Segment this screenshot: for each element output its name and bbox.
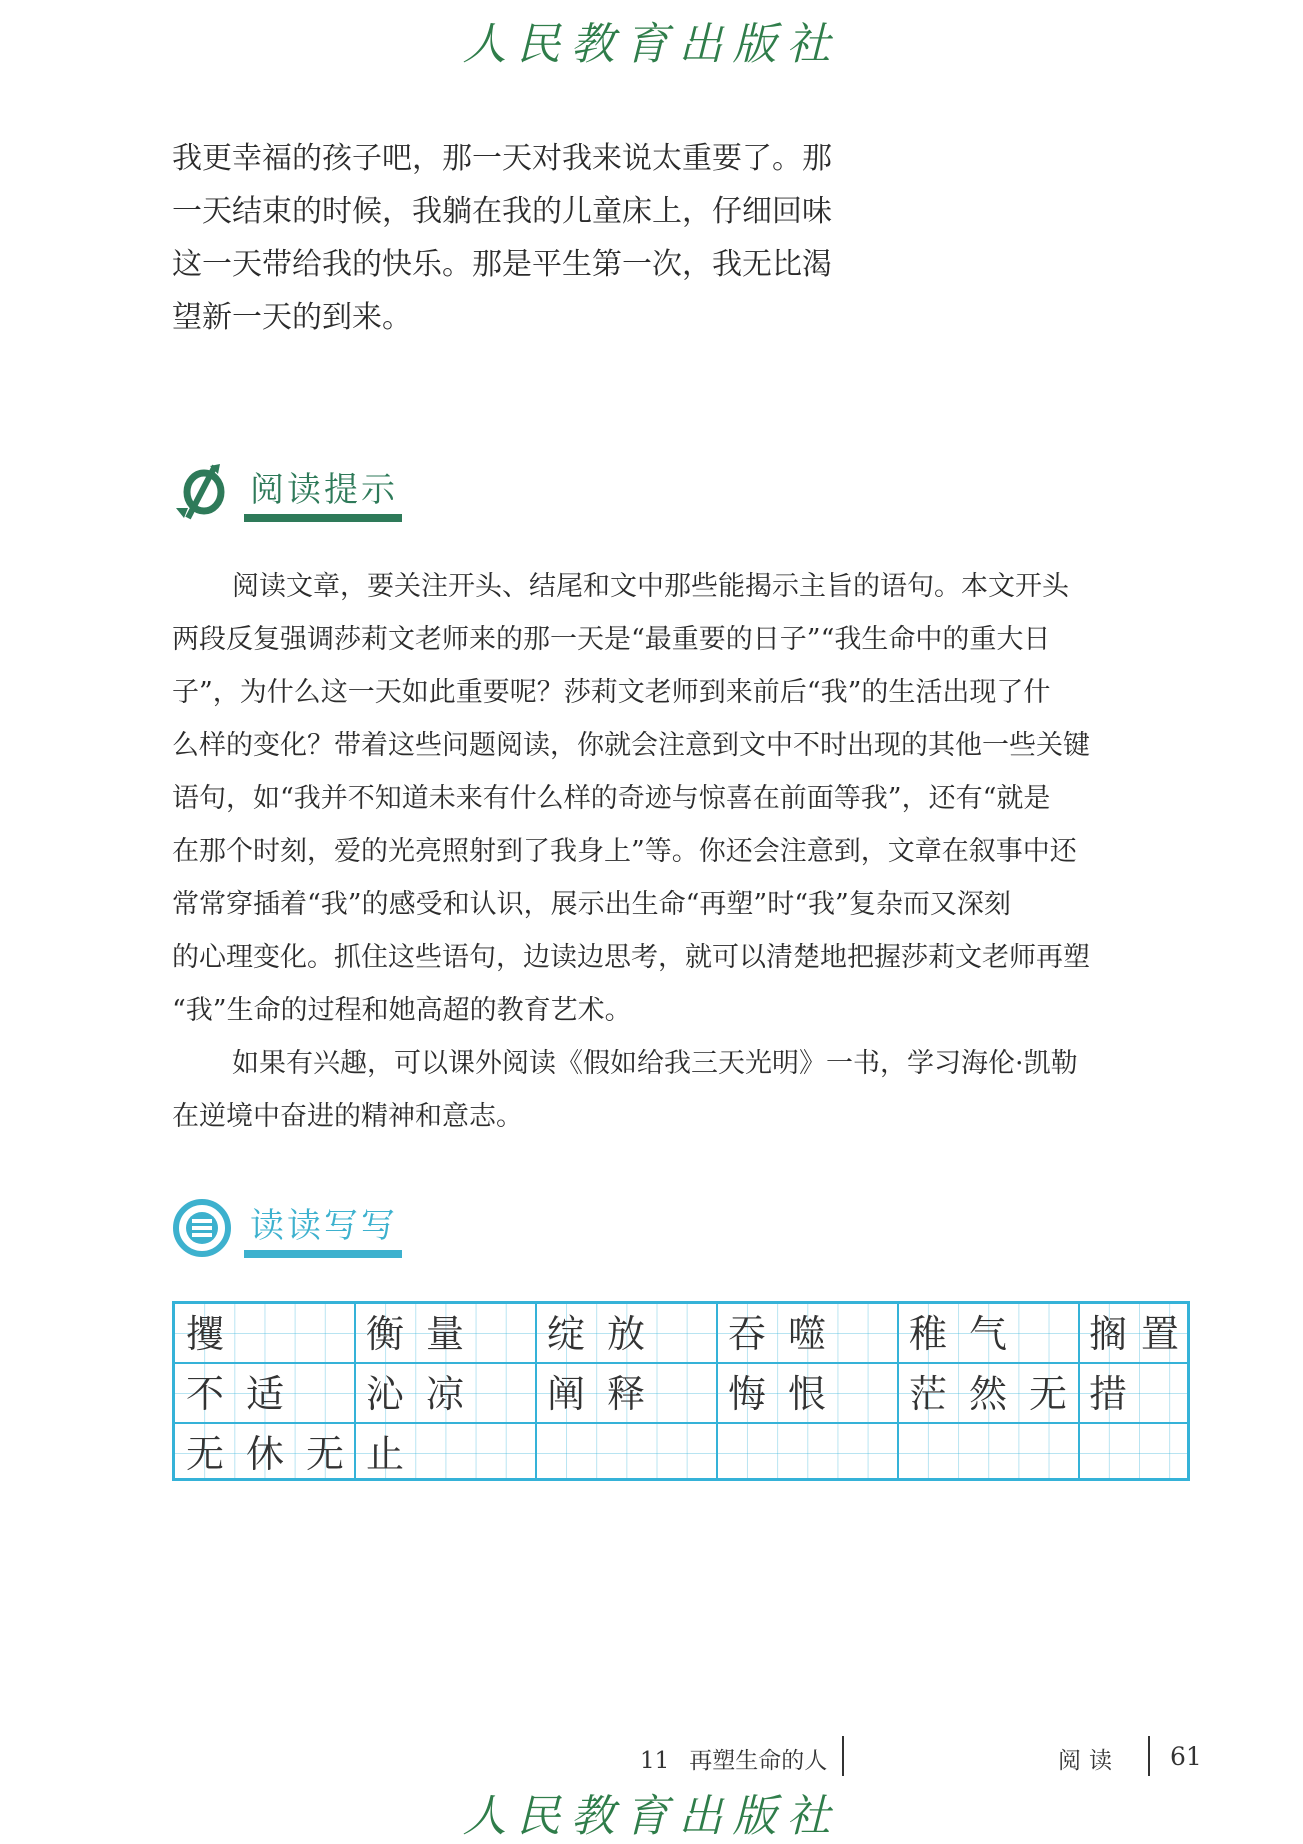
- tips-line: 在那个时刻，爱的光亮照射到了我身上”等。你还会注意到，文章在叙事中还: [172, 836, 1077, 867]
- vocab-char: 不: [185, 1372, 224, 1416]
- vocab-char: 然: [968, 1372, 1007, 1416]
- tips-line: 么样的变化？带着这些问题阅读，你就会注意到文中不时出现的其他一些关键: [172, 730, 1090, 761]
- publisher-footer: 人民教育出版社: [462, 1791, 841, 1842]
- page-number: 61: [1170, 1742, 1202, 1771]
- vocab-char: 吞: [727, 1312, 766, 1356]
- tips-line: 阅读文章，要关注开头、结尾和文中那些能揭示主旨的语句。本文开头: [232, 571, 1069, 602]
- footer-lesson: [640, 1742, 827, 1775]
- vocab-char: 无: [1028, 1372, 1067, 1416]
- vocabulary-grid: [172, 1301, 1190, 1481]
- vocab-char: 措: [1088, 1372, 1127, 1416]
- publisher-header: 人民教育出版社: [462, 19, 841, 70]
- footer-divider: [842, 1736, 844, 1776]
- vocab-char: 气: [968, 1312, 1007, 1356]
- tips-line: 子”，为什么这一天如此重要呢？莎莉文老师到来前后“我”的生活出现了什: [172, 677, 1051, 708]
- vocab-char: 搁: [1088, 1312, 1127, 1356]
- vocab-char: 适: [245, 1372, 284, 1416]
- story-text: [172, 132, 852, 344]
- vocab-char: 衡: [365, 1312, 404, 1356]
- vocab-char: 释: [606, 1372, 645, 1416]
- tips-line: 两段反复强调莎莉文老师来的那一天是“最重要的日子”“我生命中的重大日: [172, 624, 1051, 655]
- vocab-char: 绽: [546, 1312, 585, 1356]
- vocab-char: 悔: [727, 1372, 766, 1416]
- lesson-number: 11: [640, 1748, 670, 1774]
- reading-tips-title: 阅读提示: [250, 470, 398, 510]
- footer-divider: [1148, 1736, 1150, 1776]
- vocab-char: 恨: [787, 1372, 826, 1416]
- vocab-char: 噬: [787, 1312, 826, 1356]
- story-line: 这一天带给我的快乐。那是平生第一次，我无比渴: [172, 247, 832, 282]
- read-write-title: 读读写写: [250, 1206, 398, 1246]
- vocab-char: 量: [425, 1312, 464, 1356]
- vocab-char: 沁: [365, 1372, 404, 1416]
- reading-tips-icon: [172, 462, 232, 522]
- vocab-char: 放: [606, 1312, 645, 1356]
- story-line: 我更幸福的孩子吧，那一天对我来说太重要了。那: [172, 141, 832, 176]
- vocab-char: 茫: [908, 1372, 947, 1416]
- vocab-char: 置: [1140, 1312, 1179, 1356]
- story-line: 望新一天的到来。: [172, 300, 412, 335]
- vocabulary-row: [175, 1424, 1187, 1484]
- vocab-char: 凉: [425, 1372, 464, 1416]
- vocab-char: 稚: [908, 1312, 947, 1356]
- tips-line: 如果有兴趣，可以课外阅读《假如给我三天光明》一书，学习海伦·凯勒: [232, 1048, 1078, 1079]
- tips-line: “我”生命的过程和她高超的教育艺术。: [172, 995, 632, 1026]
- heading-underline: [244, 514, 402, 522]
- tips-line: 语句，如“我并不知道未来有什么样的奇迹与惊喜在前面等我”，还有“就是: [172, 783, 1051, 814]
- read-write-icon: [172, 1198, 232, 1258]
- tips-line: 的心理变化。抓住这些语句，边读边思考，就可以清楚地把握莎莉文老师再塑: [172, 942, 1090, 973]
- vocab-char: 休: [245, 1432, 284, 1476]
- vocab-char: 无: [305, 1432, 344, 1476]
- vocabulary-row: [175, 1364, 1187, 1424]
- story-line: 一天结束的时候，我躺在我的儿童床上，仔细回味: [172, 194, 832, 229]
- vocab-char: 止: [365, 1432, 404, 1476]
- vocab-char: 无: [185, 1432, 224, 1476]
- heading-underline: [244, 1250, 402, 1258]
- vocab-char: 攫: [185, 1312, 224, 1356]
- reading-tips-body: [172, 560, 1192, 1143]
- footer-section: 阅读: [1058, 1748, 1120, 1774]
- tips-line: 常常穿插着“我”的感受和认识，展示出生命“再塑”时“我”复杂而又深刻: [172, 889, 1011, 920]
- vocabulary-row: [175, 1304, 1187, 1364]
- lesson-title: 再塑生命的人: [689, 1748, 828, 1774]
- vocab-char: 阐: [546, 1372, 585, 1416]
- tips-line: 在逆境中奋进的精神和意志。: [172, 1101, 523, 1132]
